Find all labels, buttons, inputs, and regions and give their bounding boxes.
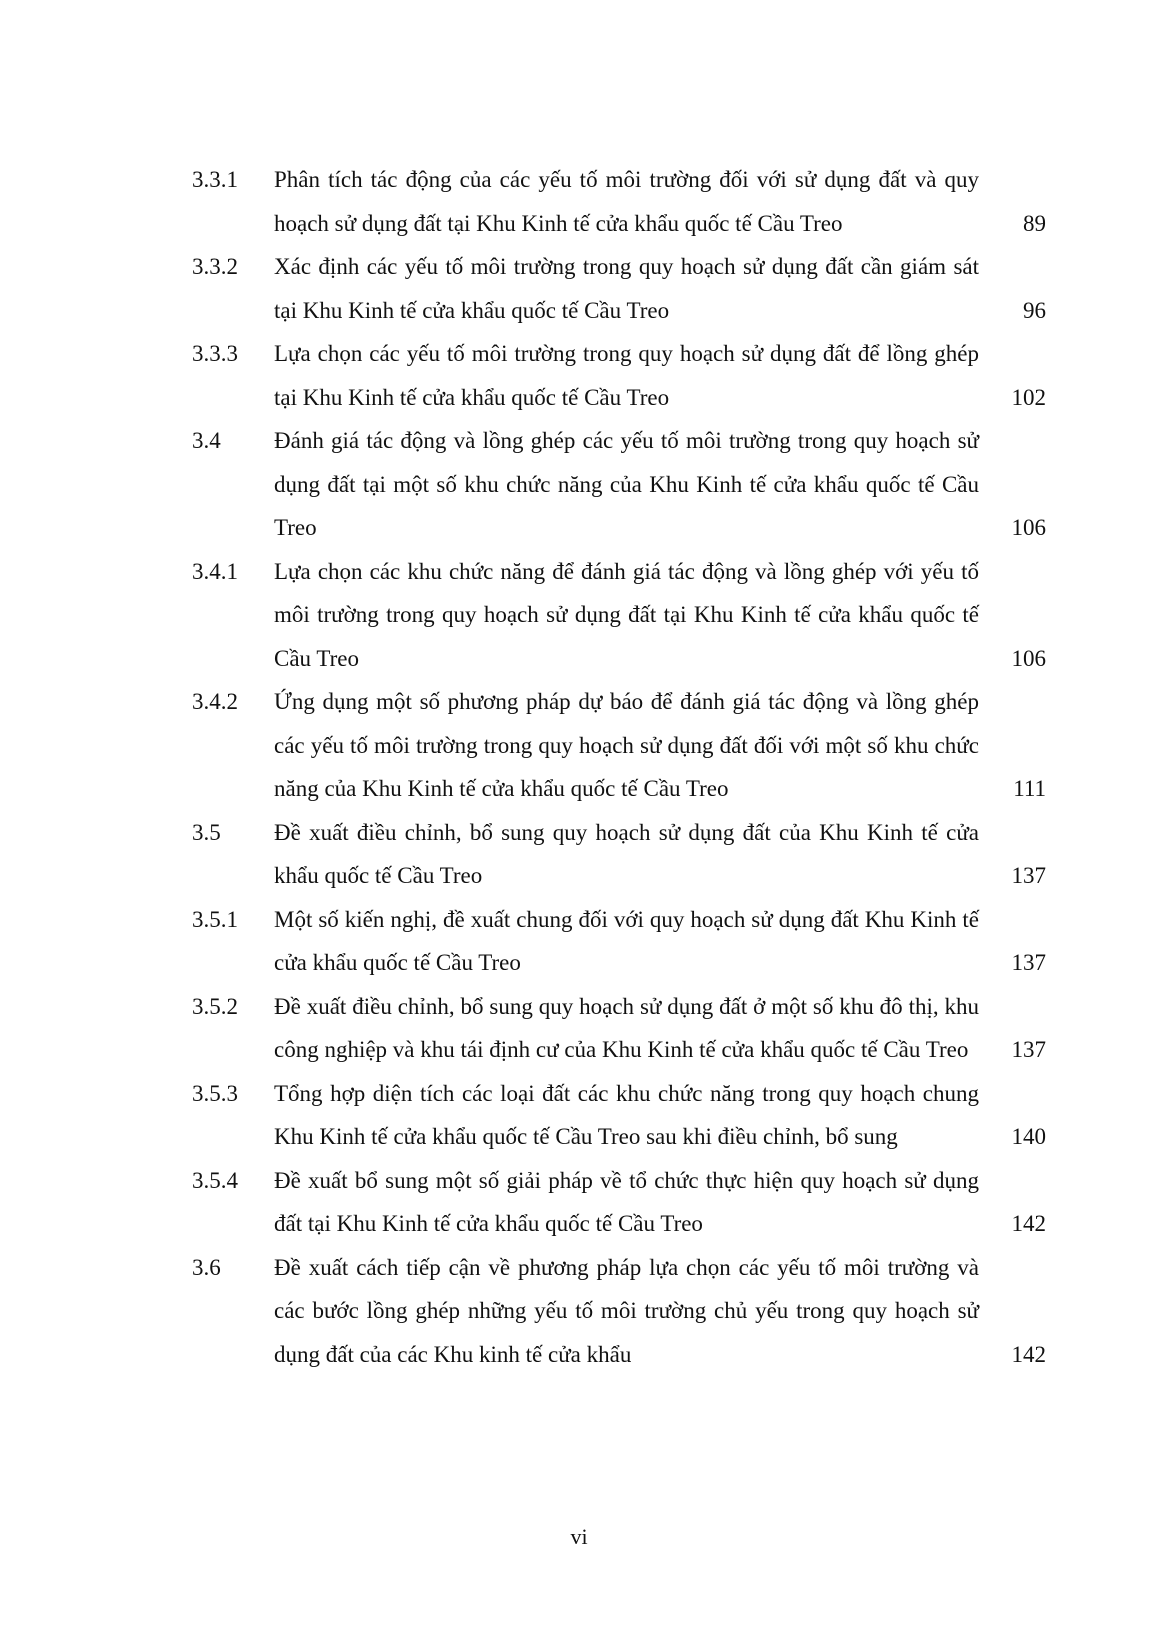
toc-entry-3-5[interactable] xyxy=(0,811,1158,898)
toc-entry-3-5-3[interactable] xyxy=(0,1072,1158,1159)
section-title: Đề xuất điều chỉnh, bổ sung quy hoạch sử dụng đất của Khu Kinh tế cửa khẩu quốc tế Cầu Treo xyxy=(274,819,979,888)
toc-entry-3-4-1[interactable] xyxy=(0,550,1158,681)
section-number: 3.4.2 xyxy=(192,689,238,714)
section-number: 3.6 xyxy=(192,1254,221,1280)
section-title: Đề xuất bổ sung một số giải pháp về tổ chức thực hiện quy hoạch sử dụng đất tại Khu Kinh tế cửa khẩu quốc tế Cầu Treo xyxy=(274,1167,979,1236)
toc-entry-3-3-1[interactable] xyxy=(0,158,1158,245)
section-title: Đề xuất điều chỉnh, bổ sung quy hoạch sử dụng đất ở một số khu đô thị, khu công nghiệp và khu tái định cư của Khu Kinh tế cửa khẩu quốc tế Cầu Treo xyxy=(274,993,979,1062)
section-number: 3.5.2 xyxy=(192,993,238,1019)
page-ref: 102 xyxy=(1011,384,1046,410)
section-title: Đề xuất cách tiếp cận về phương pháp lựa chọn các yếu tố môi trường và các bước lồng ghép những yếu tố môi trường chủ yếu trong quy hoạch sử dụng đất của các Khu kinh tế cửa khẩu xyxy=(274,1254,979,1367)
toc-entry-3-3-3[interactable] xyxy=(0,332,1158,419)
page-ref: 106 xyxy=(1011,515,1046,540)
section-title: Đánh giá tác động và lồng ghép các yếu tố môi trường trong quy hoạch sử dụng đất tại một số khu chức năng của Khu Kinh tế cửa khẩu quốc tế Cầu Treo xyxy=(274,428,979,540)
page-ref: 96 xyxy=(1023,297,1046,323)
section-title: Lựa chọn các khu chức năng để đánh giá tác động và lồng ghép với yếu tố môi trường trong quy hoạch sử dụng đất tại Khu Kinh tế cửa khẩu quốc tế Cầu Treo xyxy=(274,558,979,671)
section-title: Một số kiến nghị, đề xuất chung đối với quy hoạch sử dụng đất Khu Kinh tế cửa khẩu quốc tế Cầu Treo xyxy=(274,906,979,975)
section-title: Ứng dụng một số phương pháp dự báo để đánh giá tác động và lồng ghép các yếu tố môi trường trong quy hoạch sử dụng đất đối với một số khu chức năng của Khu Kinh tế cửa khẩu quốc tế Cầu Treo xyxy=(274,689,979,801)
page-ref: 137 xyxy=(1011,950,1046,975)
section-number: 3.4.1 xyxy=(192,558,238,584)
toc-entry-3-3-2[interactable] xyxy=(0,245,1158,332)
toc-entry-3-5-4[interactable] xyxy=(0,1159,1158,1246)
section-number: 3.5.4 xyxy=(192,1167,238,1193)
section-number: 3.4 xyxy=(192,428,221,453)
page-ref: 111 xyxy=(1013,776,1046,801)
page-ref: 140 xyxy=(1011,1124,1046,1149)
page-ref: 137 xyxy=(1011,863,1046,888)
section-number: 3.5 xyxy=(192,819,221,845)
table-of-contents xyxy=(0,158,1158,1376)
toc-entry-3-6[interactable] xyxy=(0,1246,1158,1377)
toc-entry-3-5-2[interactable] xyxy=(0,985,1158,1072)
toc-entry-3-4-2[interactable] xyxy=(0,680,1158,811)
toc-entry-3-5-1[interactable] xyxy=(0,898,1158,985)
section-title: Phân tích tác động của các yếu tố môi trường đối với sử dụng đất và quy hoạch sử dụng đất tại Khu Kinh tế cửa khẩu quốc tế Cầu Treo xyxy=(274,167,979,236)
section-title: Tổng hợp diện tích các loại đất các khu chức năng trong quy hoạch chung Khu Kinh tế cửa khẩu quốc tế Cầu Treo sau khi điều chỉnh, bổ sung xyxy=(274,1080,979,1149)
section-number: 3.3.1 xyxy=(192,167,238,192)
section-title: Lựa chọn các yếu tố môi trường trong quy hoạch sử dụng đất để lồng ghép tại Khu Kinh tế cửa khẩu quốc tế Cầu Treo xyxy=(274,341,979,410)
section-number: 3.3.2 xyxy=(192,254,238,279)
page-ref: 142 xyxy=(1011,1341,1046,1367)
section-number: 3.5.3 xyxy=(192,1080,238,1106)
section-title: Xác định các yếu tố môi trường trong quy hoạch sử dụng đất cần giám sát tại Khu Kinh tế cửa khẩu quốc tế Cầu Treo xyxy=(274,254,979,323)
page-ref: 106 xyxy=(1011,645,1046,671)
toc-entry-3-4[interactable] xyxy=(0,419,1158,550)
page-ref: 137 xyxy=(1011,1037,1046,1062)
section-number: 3.5.1 xyxy=(192,906,238,932)
section-number: 3.3.3 xyxy=(192,341,238,366)
page-ref: 89 xyxy=(1023,210,1046,236)
page-ref: 142 xyxy=(1011,1211,1046,1236)
page-number-footer: vi xyxy=(570,1524,588,1549)
